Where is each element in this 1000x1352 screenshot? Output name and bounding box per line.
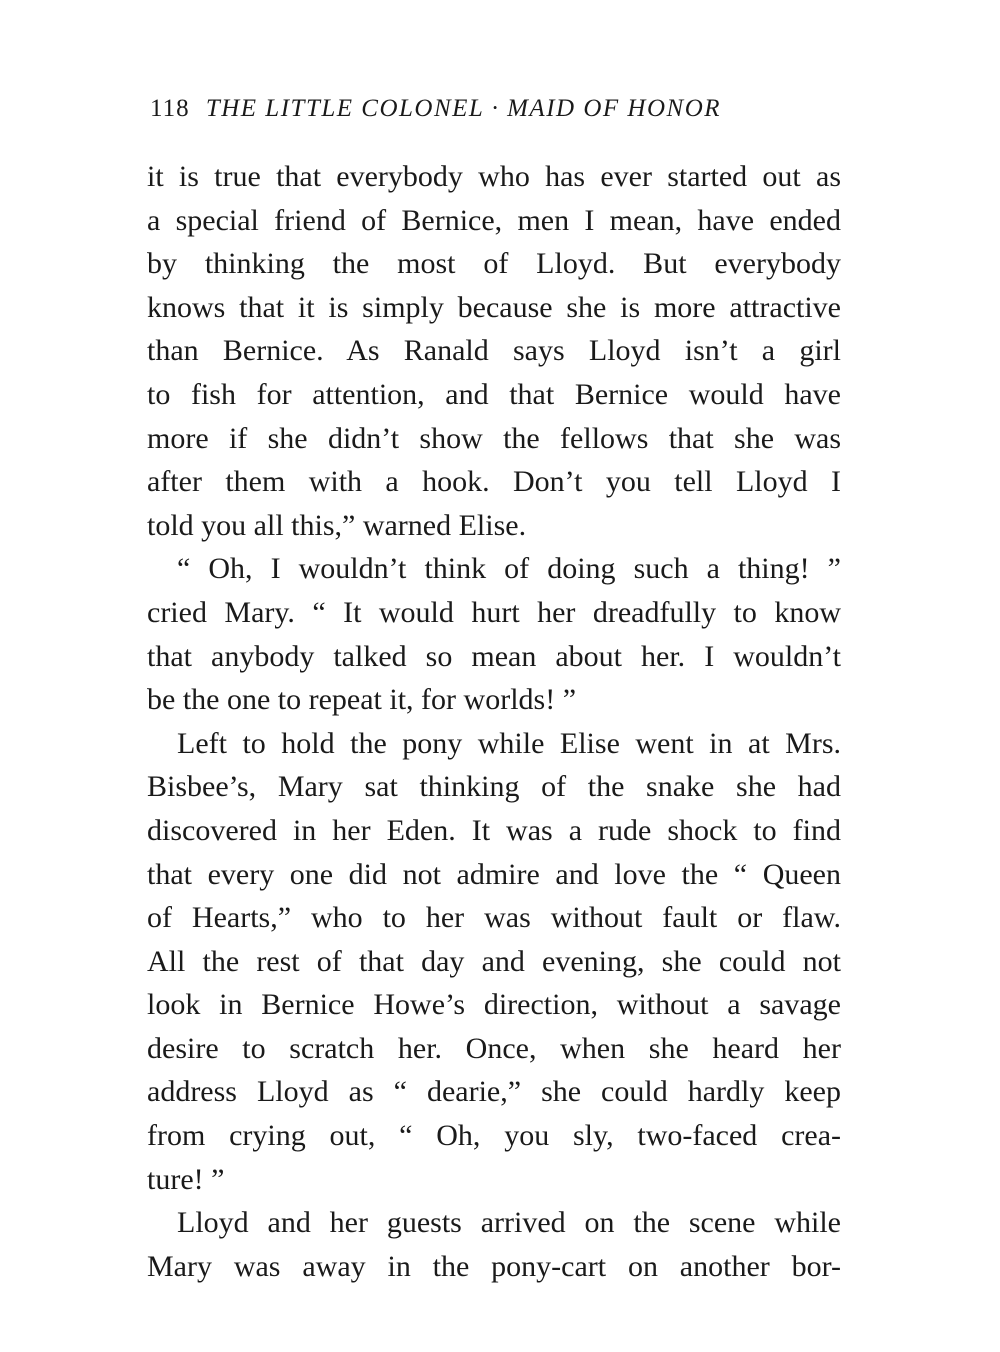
- text-line: that every one did not admire and love the “ Queen: [147, 857, 841, 891]
- text-line: after them with a hook. Don’t you tell Lloyd I: [147, 465, 841, 499]
- text-line: Mary was away in the pony-cart on another bor-: [147, 1249, 841, 1283]
- text-line: by thinking the most of Lloyd. But everybody: [147, 247, 841, 281]
- text-line: be the one to repeat it, for worlds! ”: [147, 683, 577, 717]
- text-line: from crying out, “ Oh, you sly, two-faced crea-: [147, 1119, 841, 1153]
- running-title: THE LITTLE COLONEL · MAID OF HONOR: [205, 95, 722, 122]
- text-line: discovered in her Eden. It was a rude shock to find: [147, 813, 841, 847]
- text-line: look in Bernice Howe’s direction, without a savage: [147, 988, 841, 1022]
- text-line: more if she didn’t show the fellows that she was: [147, 421, 841, 455]
- text-line: ture! ”: [147, 1162, 225, 1196]
- page-number: 118: [150, 95, 190, 122]
- text-line: it is true that everybody who has ever started out as: [147, 160, 841, 193]
- text-line: “ Oh, I wouldn’t think of doing such a thing! ”: [177, 552, 841, 586]
- text-line: a special friend of Bernice, men I mean, have ended: [147, 203, 841, 237]
- text-line: Left to hold the pony while Elise went in at Mrs.: [177, 726, 841, 760]
- text-line: Bisbee’s, Mary sat thinking of the snake she had: [147, 770, 841, 804]
- text-line: address Lloyd as “ dearie,” she could hardly keep: [147, 1075, 841, 1109]
- text-line: Lloyd and her guests arrived on the scene while: [177, 1206, 841, 1240]
- text-line: desire to scratch her. Once, when she heard her: [147, 1031, 841, 1065]
- text-line: that anybody talked so mean about her. I wouldn’t: [147, 639, 841, 673]
- running-head: [150, 92, 850, 126]
- text-line: told you all this,” warned Elise.: [147, 508, 527, 542]
- text-line: All the rest of that day and evening, she could not: [147, 944, 841, 978]
- text-line: than Bernice. As Ranald says Lloyd isn’t a girl: [147, 334, 841, 368]
- text-line: of Hearts,” who to her was without fault or flaw.: [147, 901, 841, 935]
- body-text: [147, 155, 841, 1288]
- text-line: to fish for attention, and that Bernice would have: [147, 377, 841, 411]
- text-line: knows that it is simply because she is more attractive: [147, 290, 841, 324]
- text-line: cried Mary. “ It would hurt her dreadfully to know: [147, 595, 841, 629]
